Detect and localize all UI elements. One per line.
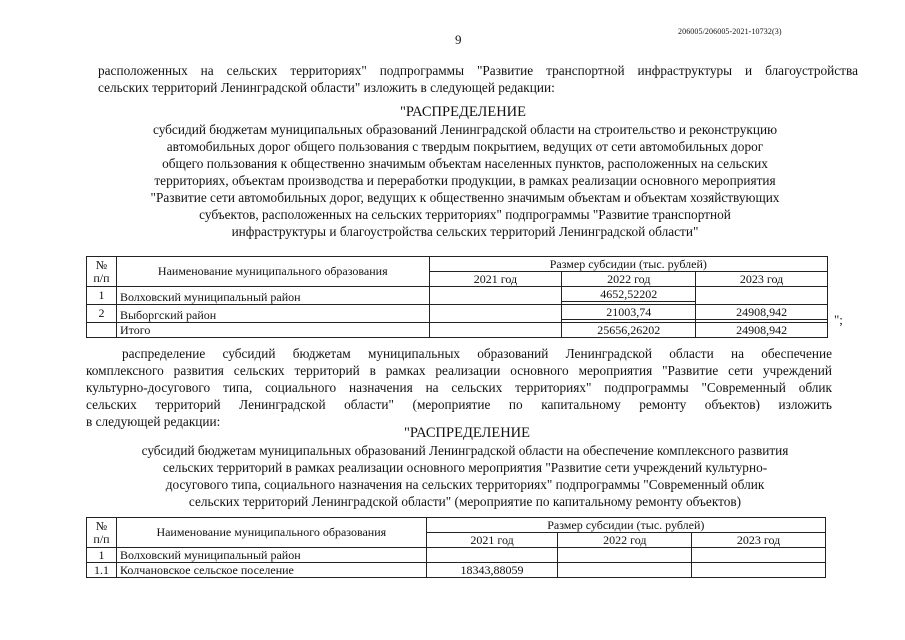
year-2021: 2021 год xyxy=(429,272,562,287)
cell-name: Волховский муниципальный район xyxy=(116,287,429,305)
section1-subtitle xyxy=(100,121,830,240)
header-num: № п/п xyxy=(87,257,117,287)
subtitle-line: досугового типа, социального назначения на сельских территориях" подпрограммы "Современный облик xyxy=(165,477,765,492)
table-row xyxy=(87,305,828,320)
year-2022: 2022 год xyxy=(562,272,696,287)
cell-2023: 24908,942 xyxy=(696,305,828,320)
cell-2022: 25656,26202 xyxy=(562,323,696,338)
section2-subtitle xyxy=(100,442,830,510)
subtitle-line: сельских территорий в рамках реализации основного мероприятия "Развитие сети учреждений культурно- xyxy=(162,460,768,475)
subtitle-line: инфраструктуры и благоустройства сельских территорий Ленинградской области" xyxy=(231,224,699,239)
subtitle-line: субъектов, расположенных на сельских территориях" подпрограммы "Развитие транспортной xyxy=(199,207,731,222)
table-header-row xyxy=(87,518,826,533)
cell-num xyxy=(87,323,117,338)
middle-line: сельских территорий Ленинградской области" (мероприятие по капитальному ремонту объектов) изложить xyxy=(86,397,832,412)
subsidy-table-2 xyxy=(86,517,826,578)
table-row xyxy=(87,563,826,578)
subtitle-line: сельских территорий Ленинградской области" (мероприятие по капитальному ремонту объектов) xyxy=(188,494,742,509)
cell-2022: 21003,74 xyxy=(562,305,696,320)
table-closing-quote: "; xyxy=(834,312,843,327)
intro-line: расположенных на сельских территориях" подпрограммы "Развитие транспортной инфраструктуры и благоустройства xyxy=(98,63,858,78)
cell-2021 xyxy=(429,287,562,305)
table-row xyxy=(87,548,826,563)
cell-name: Волховский муниципальный район xyxy=(116,548,426,563)
table-header-row xyxy=(87,257,828,272)
subtitle-line: территориях, объектам производства и переработки продукции, в рамках реализации основного мероприятия xyxy=(154,173,776,188)
cell-2022: 4652,52202 xyxy=(562,287,696,302)
subtitle-line: автомобильных дорог общего пользования с твердым покрытием, ведущих от сети автомобильных дорог xyxy=(166,139,764,154)
year-2023: 2023 год xyxy=(696,272,828,287)
cell-2022 xyxy=(558,548,692,563)
subtitle-line: "Развитие сети автомобильных дорог, ведущих к общественно значимым объектам и объектам хозяйствующих xyxy=(150,190,780,205)
year-2022: 2022 год xyxy=(558,533,692,548)
cell-2023 xyxy=(692,563,826,578)
header-size: Размер субсидии (тыс. рублей) xyxy=(426,518,825,533)
cell-num: 1 xyxy=(87,287,117,305)
cell-2022 xyxy=(558,563,692,578)
section1-heading: "РАСПРЕДЕЛЕНИЕ xyxy=(400,104,526,120)
header-size: Размер субсидии (тыс. рублей) xyxy=(429,257,827,272)
intro-line: сельских территорий Ленинградской области" изложить в следующей редакции: xyxy=(98,80,555,95)
cell-num: 1.1 xyxy=(87,563,117,578)
header-name: Наименование муниципального образования xyxy=(116,518,426,548)
cell-num: 2 xyxy=(87,305,117,323)
section2-heading: "РАСПРЕДЕЛЕНИЕ xyxy=(404,425,530,441)
middle-line: комплексного развития сельских территорий в рамках реализации основного мероприятия "Развитие сети учреждений xyxy=(86,363,832,378)
subtitle-line: субсидий бюджетам муниципальных образований Ленинградской области на обеспечение комплексного развития xyxy=(141,443,789,458)
cell-name: Выборгский район xyxy=(116,305,429,323)
subtitle-line: субсидий бюджетам муниципальных образований Ленинградской области на строительство и реконструкцию xyxy=(152,122,778,137)
table-total-row xyxy=(87,323,828,338)
cell-2023 xyxy=(696,287,828,305)
cell-2021 xyxy=(426,548,558,563)
header-name: Наименование муниципального образования xyxy=(116,257,429,287)
cell-2023 xyxy=(692,548,826,563)
middle-line: в следующей редакции: xyxy=(86,414,221,429)
year-2023: 2023 год xyxy=(692,533,826,548)
middle-paragraph xyxy=(86,345,832,430)
table-row xyxy=(87,287,828,302)
page-number: 9 xyxy=(455,32,462,47)
cell-name: Итого xyxy=(116,323,429,338)
year-2021: 2021 год xyxy=(426,533,558,548)
cell-2023: 24908,942 xyxy=(696,323,828,338)
cell-num: 1 xyxy=(87,548,117,563)
subsidy-table-1 xyxy=(86,256,828,338)
cell-2021: 18343,88059 xyxy=(426,563,558,578)
cell-2021 xyxy=(429,323,562,338)
cell-name: Колчановское сельское поселение xyxy=(116,563,426,578)
middle-line: культурно-досугового типа, социального назначения на сельских территориях" подпрограммы "Современный облик xyxy=(86,380,832,395)
subtitle-line: общего пользования к общественно значимым объектам населенных пунктов, расположенных на сельских xyxy=(162,156,768,171)
intro-paragraph xyxy=(98,62,858,96)
middle-line: распределение субсидий бюджетам муниципальных образований Ленинградской области на обеспечение xyxy=(122,346,832,361)
document-code: 206005/206005-2021-10732(3) xyxy=(678,27,782,36)
header-num: № п/п xyxy=(87,518,117,548)
cell-2021 xyxy=(429,305,562,323)
